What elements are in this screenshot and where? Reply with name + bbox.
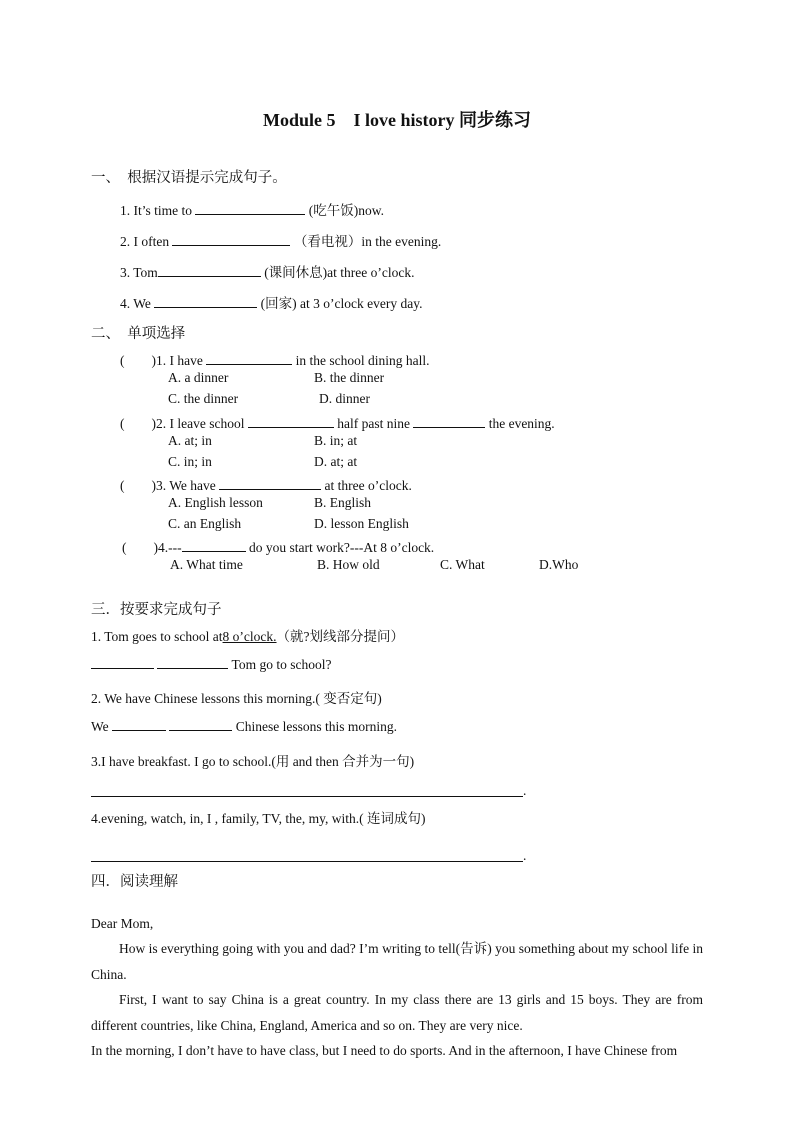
s2-q3-option-c[interactable]: C. an English (168, 516, 242, 531)
answer-period: . (523, 783, 527, 798)
s2-question-1: ( )1. I have in the school dining hall. (120, 353, 430, 368)
letter-paragraph-1: How is everything going with you and dad? I’m writing to tell(告诉) you something about my school life in China. (91, 941, 703, 982)
s1-question-2: 2. I often （看电视）in the evening. (120, 234, 442, 249)
section-2-heading: 二、 单项选择 (91, 326, 186, 342)
answer-blank[interactable] (112, 718, 166, 731)
s2-question-2: ( )2. I leave school half past nine the evening. (120, 416, 555, 431)
answer-blank[interactable] (172, 233, 290, 246)
s2-q1-option-d[interactable]: D. dinner (319, 391, 370, 406)
s1-question-4: 4. We (回家) at 3 o’clock every day. (120, 296, 423, 311)
s2-q4-option-b[interactable]: B. How old (317, 557, 380, 572)
answer-period: . (523, 848, 527, 863)
section-1-heading: 一、 根据汉语提示完成句子。 (91, 170, 287, 186)
answer-blank[interactable] (219, 477, 321, 490)
s2-q3-option-b[interactable]: B. English (314, 495, 372, 510)
answer-blank[interactable] (413, 415, 485, 428)
s2-q2-option-c[interactable]: C. in; in (168, 454, 212, 469)
s3-answer-2: We Chinese lessons this morning. (91, 719, 398, 734)
s3-question-1: 1. Tom goes to school at8 o’clock.（就?划线部分提问） (91, 629, 405, 644)
s2-q4-option-c[interactable]: C. What (440, 557, 485, 572)
answer-blank[interactable] (195, 202, 305, 215)
underlined-phrase: 8 o’clock. (222, 629, 277, 644)
answer-blank[interactable] (157, 656, 228, 669)
s2-q2-option-a[interactable]: A. at; in (168, 433, 212, 448)
s2-q1-option-a[interactable]: A. a dinner (168, 370, 229, 385)
s3-question-3: 3.I have breakfast. I go to school.(用 and then 合并为一句) (91, 754, 415, 769)
letter-paragraph-2: First, I want to say China is a great country. In my class there are 13 girls and 15 boys. They are from different countries, like China, England, America and so on. They are very nice. (91, 992, 703, 1033)
s2-q4-option-a[interactable]: A. What time (170, 557, 243, 572)
letter-paragraph-3: In the morning, I don’t have to have class, but I need to do sports. And in the afternoon, I have Chinese from (91, 1043, 678, 1058)
answer-blank[interactable] (206, 352, 292, 365)
section-4-heading: 四．阅读理解 (91, 874, 178, 890)
answer-blank[interactable] (248, 415, 334, 428)
answer-blank[interactable] (91, 656, 154, 669)
s2-q2-option-d[interactable]: D. at; at (314, 454, 358, 469)
s3-answer-line-3[interactable] (91, 796, 523, 797)
page-title: Module 5 I love history 同步练习 (263, 110, 531, 130)
s2-question-4: ( )4.--- do you start work?---At 8 o’clock. (122, 540, 435, 555)
answer-blank[interactable] (158, 264, 261, 277)
answer-blank[interactable] (154, 295, 257, 308)
s2-q3-option-a[interactable]: A. English lesson (168, 495, 263, 510)
s1-question-3: 3. Tom (课间休息)at three o’clock. (120, 265, 415, 280)
s2-q2-option-b[interactable]: B. in; at (314, 433, 358, 448)
answer-blank[interactable] (169, 718, 232, 731)
s2-q4-option-d[interactable]: D.Who (539, 557, 579, 572)
letter-greeting: Dear Mom, (91, 916, 154, 931)
s2-question-3: ( )3. We have at three o’clock. (120, 478, 412, 493)
s1-question-1: 1. It’s time to (吃午饭)now. (120, 203, 384, 218)
s3-question-4: 4.evening, watch, in, I , family, TV, the, my, with.( 连词成句) (91, 811, 426, 826)
s3-question-2: 2. We have Chinese lessons this morning.( 变否定句) (91, 691, 382, 706)
s2-q1-option-c[interactable]: C. the dinner (168, 391, 239, 406)
section-3-heading: 三．按要求完成句子 (91, 602, 222, 618)
s3-answer-line-4[interactable] (91, 861, 523, 862)
s2-q3-option-d[interactable]: D. lesson English (314, 516, 409, 531)
s2-q1-option-b[interactable]: B. the dinner (314, 370, 385, 385)
answer-blank[interactable] (182, 539, 246, 552)
s3-answer-1: Tom go to school? (91, 656, 331, 673)
